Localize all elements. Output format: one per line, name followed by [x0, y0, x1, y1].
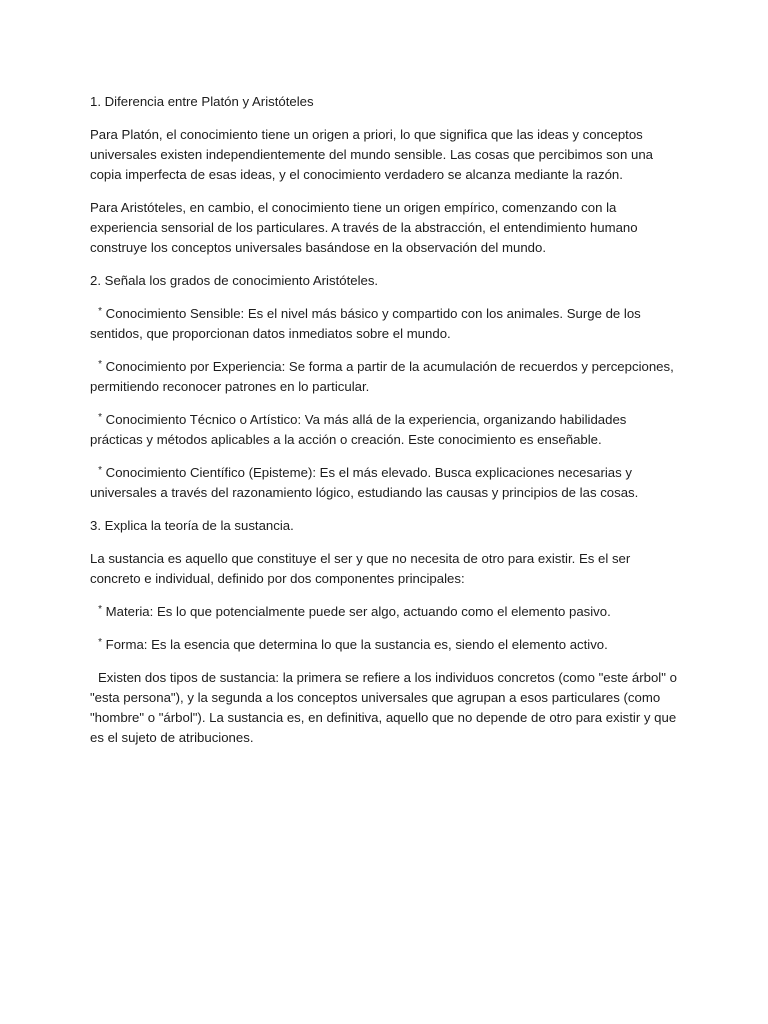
bullet-marker: *: [98, 306, 102, 317]
list-item-text: Conocimiento Técnico o Artístico: Va más allá de la experiencia, organizando habilidades prácticas y métodos aplicables a la acción o creación. Este conocimiento es enseñable.: [90, 412, 627, 447]
substance-definition-paragraph: La sustancia es aquello que constituye el ser y que no necesita de otro para existir. Es el ser concreto e individual, definido por dos componentes principales:: [90, 551, 631, 586]
list-item: [90, 463, 682, 503]
bullet-marker: *: [98, 604, 102, 615]
substance-types-paragraph: Existen dos tipos de sustancia: la primera se refiere a los individuos concretos (como "este árbol" o "esta persona"), y la segunda a los conceptos universales que agrupan a esos particulares (como "hombre" o "árbol"). La sustancia es, en definitiva, aquello que no depende de otro para existir y que es el sujeto de atribuciones.: [90, 670, 677, 745]
list-item: [90, 602, 682, 622]
list-item: [90, 357, 682, 397]
list-item: [90, 304, 682, 344]
bullet-marker: *: [98, 359, 102, 370]
list-item-text: Conocimiento Científico (Episteme): Es el más elevado. Busca explicaciones necesarias y universales a través del razonamiento lógico, estudiando las causas y principios de las cosas.: [90, 465, 639, 500]
plato-paragraph: Para Platón, el conocimiento tiene un origen a priori, lo que significa que las ideas y conceptos universales existen independientemente del mundo sensible. Las cosas que percibimos son una copia imperfecta de esas ideas, y el conocimiento verdadero se alcanza mediante la razón.: [90, 127, 654, 182]
list-item: [90, 410, 682, 450]
list-item-text: Materia: Es lo que potencialmente puede ser algo, actuando como el elemento pasivo.: [105, 604, 611, 619]
question-3-heading: 3. Explica la teoría de la sustancia.: [90, 518, 294, 533]
question-1-heading: 1. Diferencia entre Platón y Aristóteles: [90, 94, 314, 109]
list-item: [90, 635, 682, 655]
bullet-marker: *: [98, 465, 102, 476]
list-item-text: Forma: Es la esencia que determina lo que la sustancia es, siendo el elemento activo.: [105, 637, 608, 652]
list-item-text: Conocimiento por Experiencia: Se forma a partir de la acumulación de recuerdos y percepciones, permitiendo reconocer patrones en lo particular.: [90, 359, 674, 394]
bullet-marker: *: [98, 412, 102, 423]
aristotle-paragraph: Para Aristóteles, en cambio, el conocimiento tiene un origen empírico, comenzando con la experiencia sensorial de los particulares. A través de la abstracción, el entendimiento humano construye los conceptos universales basándose en la observación del mundo.: [90, 200, 638, 255]
question-2-heading: 2. Señala los grados de conocimiento Aristóteles.: [90, 273, 379, 288]
list-item-text: Conocimiento Sensible: Es el nivel más básico y compartido con los animales. Surge de los sentidos, que proporcionan datos inmediatos sobre el mundo.: [90, 306, 641, 341]
bullet-marker: *: [98, 637, 102, 648]
